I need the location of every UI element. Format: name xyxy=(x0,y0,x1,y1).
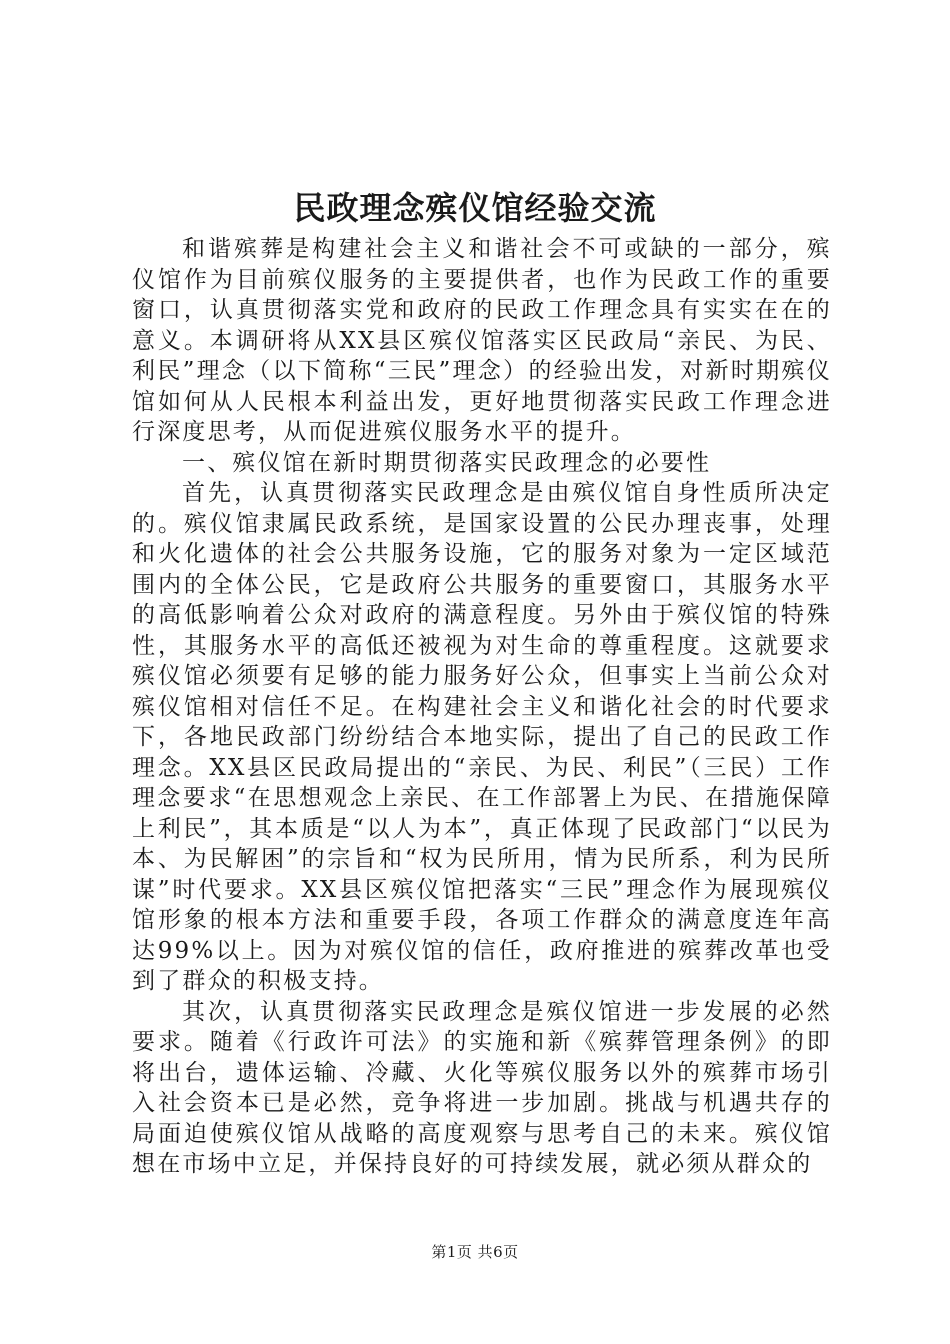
paragraph-first: 首先，认真贯彻落实民政理念是由殡仪馆自身性质所决定的。殡仪馆隶属民政系统，是国家设置的公民办理丧事，处理和火化遗体的社会公共服务设施，它的服务对象为一定区域范围内的全体公民，它是政府公共服务的重要窗口，其服务水平的高低影响着公众对政府的满意程度。另外由于殡仪馆的特殊性，其服务水平的高低还被视为对生命的尊重程度。这就要求殡仪馆必须要有足够的能力服务好公众，但事实上当前公众对殡仪馆相对信任不足。在构建社会主义和谐化社会的时代要求下，各地民政部门纷纷结合本地实际，提出了自己的民政工作理念。XX县区民政局提出的“亲民、为民、利民”（三民）工作理念要求“在思想观念上亲民、在工作部署上为民、在措施保障上利民”，其本质是“以人为本”，真正体现了民政部门“以民为本、为民解困”的宗旨和“权为民所用，情为民所系，利为民所谋”时代要求。XX县区殡仪馆把落实“三民”理念作为展现殡仪馆形象的根本方法和重要手段，各项工作群众的满意度连年高达99%以上。因为对殡仪馆的信任，政府推进的殡葬改革也受到了群众的积极支持。 xyxy=(132,480,832,994)
document-body xyxy=(132,234,832,1180)
document-title: 民政理念殡仪馆经验交流 xyxy=(293,189,657,227)
paragraph-second: 其次，认真贯彻落实民政理念是殡仪馆进一步发展的必然要求。随着《行政许可法》的实施和新《殡葬管理条例》的即将出台，遗体运输、冷藏、火化等殡仪服务以外的殡葬市场引入社会资本已是必然，竞争将进一步加剧。挑战与机遇共存的局面迫使殡仪馆从战略的高度观察与思考自己的未来。殡仪馆想在市场中立足，并保持良好的可持续发展，就必须从群众的 xyxy=(132,998,832,1177)
paragraph-intro: 和谐殡葬是构建社会主义和谐社会不可或缺的一部分，殡仪馆作为目前殡仪服务的主要提供者，也作为民政工作的重要窗口，认真贯彻落实党和政府的民政工作理念具有实实在在的意义。本调研将从XX县区殡仪馆落实区民政局“亲民、为民、利民”理念（以下简称“三民”理念）的经验出发，对新时期殡仪馆如何从人民根本利益出发，更好地贯彻落实民政工作理念进行深度思考，从而促进殡仪服务水平的提升。 xyxy=(132,236,832,445)
page-footer: 第1页 共6页 xyxy=(431,1243,519,1261)
section-heading: 一、殡仪馆在新时期贯彻落实民政理念的必要性 xyxy=(182,449,712,476)
